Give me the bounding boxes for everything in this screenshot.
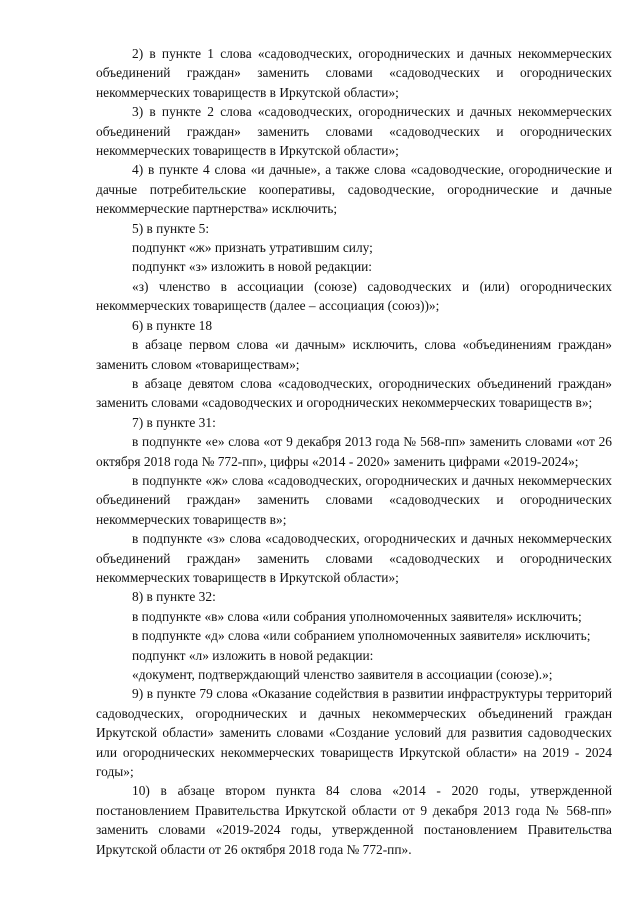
subitem-zh: подпункт «ж» признать утратившим силу; [132, 240, 373, 256]
item-7-subitem-e: в подпункте «е» слова «от 9 декабря 2013 года № 568-пп» заменить словами «от 26 октября 2018 года № 772-пп», цифры «2014 - 2020» заменить цифрами «2019-2024»; [96, 434, 612, 469]
document-body [96, 44, 612, 859]
item-8-subitem-l-text: «документ, подтверждающий членство заявителя в ассоциации (союзе).»; [132, 667, 553, 682]
amendment-item-8: 8) в пункте 32: [132, 589, 216, 605]
amendment-item-3: 3) в пункте 2 слова «садоводческих, огороднических и дачных некоммерческих объединений граждан» заменить словами «садоводческих и огороднических некоммерческих товариществ в Иркутской области»; [96, 104, 612, 159]
amendment-item-7: 7) в пункте 31: [132, 414, 216, 430]
item-7-subitem-zh: в подпункте «ж» слова «садоводческих, огороднических и дачных некоммерческих объединений граждан» заменить словами «садоводческих и огороднических некоммерческих товариществ в»; [96, 472, 612, 527]
item-8-subitem-l-intro: подпункт «л» изложить в новой редакции: [132, 647, 374, 663]
item-7-subitem-z: в подпункте «з» слова «садоводческих, огороднических и дачных некоммерческих объединений граждан» заменить словами «садоводческих и огороднических некоммерческих товариществ в Иркутской области»; [96, 531, 612, 585]
item-8-subitem-v: в подпункте «в» слова «или собрания уполномоченных заявителя» исключить; [132, 608, 582, 624]
amendment-item-4: 4) в пункте 4 слова «и дачные», а также слова «садоводческие, огороднические и дачные потребительские кооперативы, садоводческие, огороднические и дачные некоммерческие партнерства» исключить; [96, 162, 612, 217]
amendment-item-2: 2) в пункте 1 слова «садоводческих, огороднических и дачных некоммерческих объединений граждан» заменить словами «садоводческих и огороднических некоммерческих товариществ в Иркутской области»; [96, 46, 612, 100]
amendment-item-10: 10) в абзаце втором пункта 84 слова «2014 - 2020 годы, утвержденной постановлением Правительства Иркутской области от 9 декабря 2013 года № 568-пп» заменить словами «2019-2024 годы, утвержденной постановлением Правительства Иркутской области от 26 октября 2018 года № 772-пп». [96, 783, 612, 857]
amendment-item-5: 5) в пункте 5: [132, 220, 210, 236]
subitem-z-intro: подпункт «з» изложить в новой редакции: [132, 259, 373, 275]
subitem-z-text: «з) членство в ассоциации (союзе) садоводческих и (или) огороднических некоммерческих товариществ (далее – ассоциация (союз))»; [96, 278, 612, 314]
item-6-paragraph-1: в абзаце первом слова «и дачным» исключить, слова «объединениям граждан» заменить словом «товариществам»; [96, 337, 612, 372]
item-8-subitem-d: в подпункте «д» слова «или собранием уполномоченных заявителя» исключить; [132, 628, 591, 644]
item-6-paragraph-9: в абзаце девятом слова «садоводческих, огороднических объединений граждан» заменить словами «садоводческих и огороднических некоммерческих товариществ в»; [96, 375, 612, 411]
amendment-item-9: 9) в пункте 79 слова «Оказание содействия в развитии инфраструктуры территорий садоводческих, огороднических и дачных некоммерческих объединений граждан Иркутской области» заменить словами «Создание условий для развития садоводческих или огороднических некоммерческих товариществ Иркутской области» на 2019 - 2024 годы»; [96, 686, 612, 780]
amendment-item-6: 6) в пункте 18 [132, 317, 213, 333]
